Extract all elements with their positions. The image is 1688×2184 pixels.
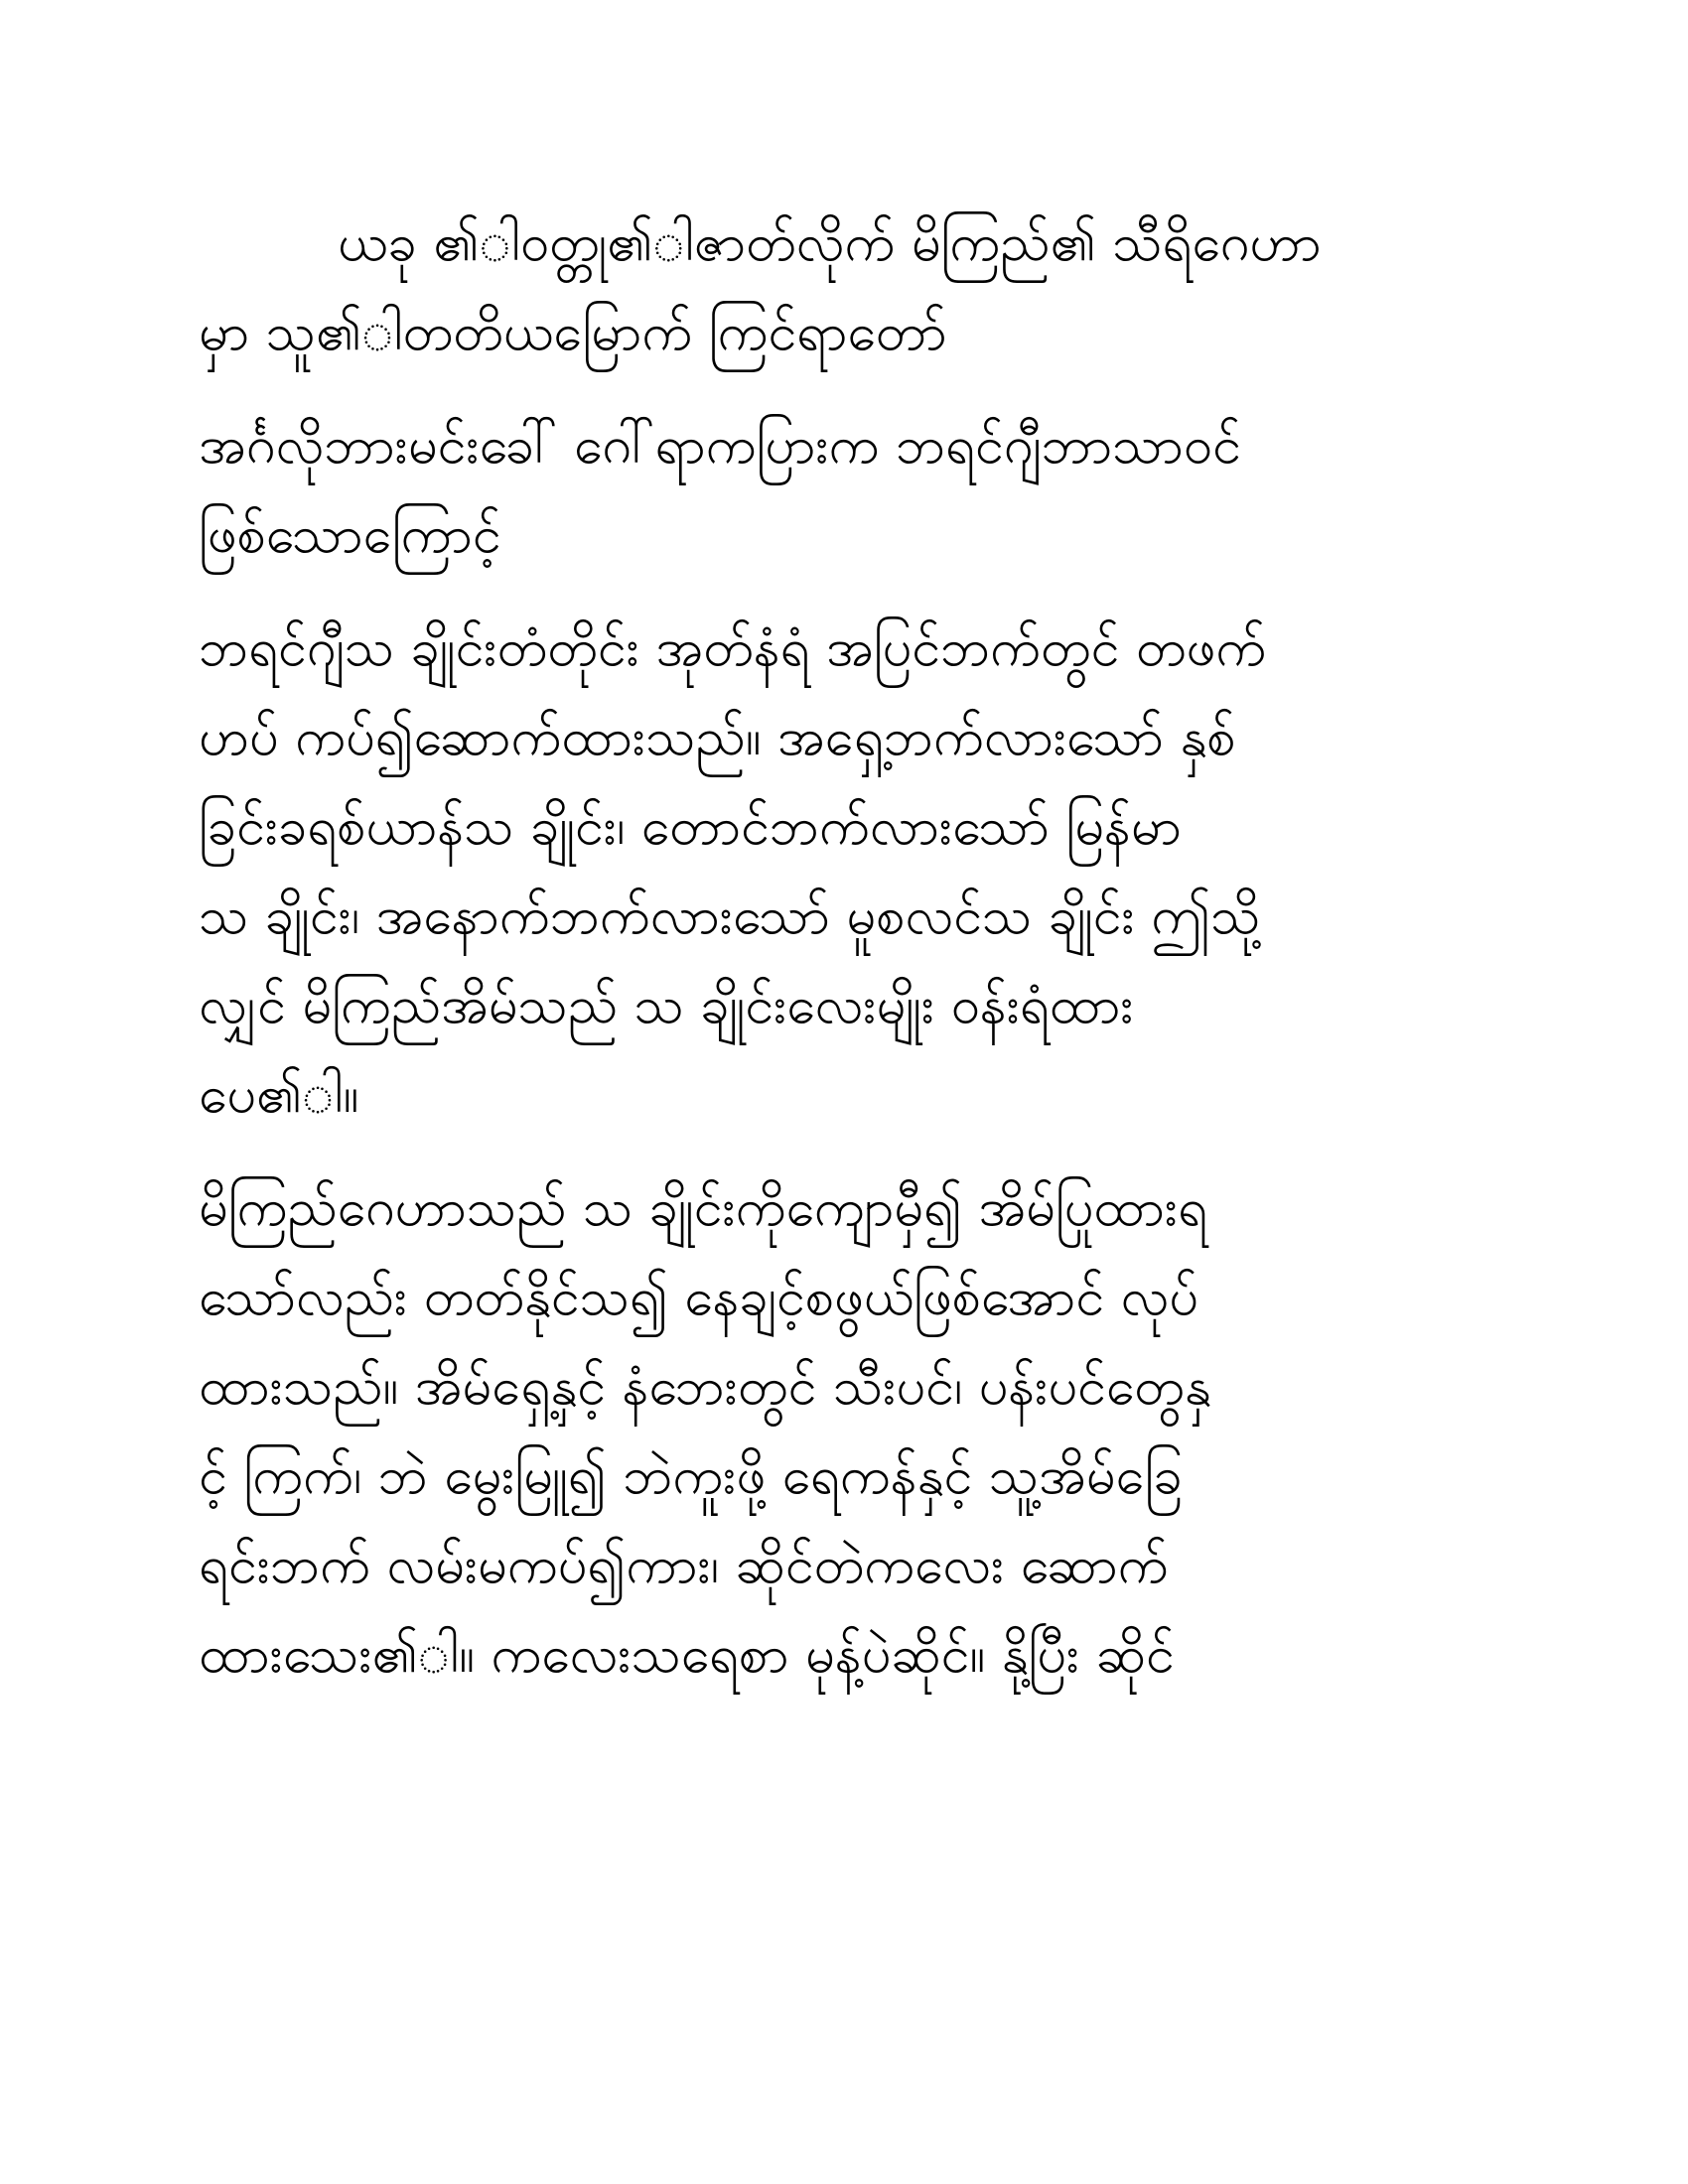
text-line: သော်လည်း တတ်နိုင်သ၍ နေချင့်စဖွယ်ဖြစ်အောင် လုပ် [199, 1268, 1198, 1327]
text-line: ဖြစ်သောကြောင့် [199, 505, 501, 565]
paragraph-1 [199, 199, 1509, 377]
body-text [199, 199, 1509, 1700]
text-line: လျှင် မိကြည်အိမ်သည် သ ချိုင်းလေးမျိုး ဝန်းရံထား [199, 976, 1134, 1035]
paragraph-2 [199, 401, 1509, 580]
text-line: အင်္ဂလိုဘားမင်းခေါ် ဂေါ်ရာကပြားက ဘရင်ဂျီဘာသာဝင် [199, 416, 1241, 476]
text-line: ရင်းဘက် လမ်းမကပ်၍ကား၊ ဆိုင်တဲကလေး ဆောက် [199, 1536, 1169, 1595]
paragraph-3 [199, 604, 1509, 1140]
text-line: ပေ၏ါ။ [199, 1065, 359, 1125]
text-line: င့် ကြက်၊ ဘဲ မွေးမြူ၍ ဘဲကူးဖို့ ရေကန်နှင့် သူ့အိမ်ခြေ [199, 1446, 1183, 1506]
text-line: မိကြည်ဂေဟာသည် သ ချိုင်းကိုကျောမှီ၍ အိမ်ပြုထားရ [199, 1178, 1207, 1238]
text-line: ခြင်းခရစ်ယာန်သ ချိုင်း၊ တောင်ဘက်လားသော် မြန်မာ [199, 797, 1182, 857]
text-line: သ ချိုင်း၊ အနောက်ဘက်လားသော် မူစလင်သ ချိုင်း ဤသို့ [199, 887, 1261, 946]
text-line: ဘရင်ဂျီသ ချိုင်းတံတိုင်း အုတ်နံရံ အပြင်ဘက်တွင် တဖက် [199, 618, 1267, 678]
text-line: ထားသေး၏ါ။ ကလေးသရေစာ မုန့်ပဲဆိုင်။ နို့ပြီး ဆိုင် [199, 1625, 1175, 1685]
text-line: မှာ သူ၏ါတတိယမြောက် ကြင်ရာတော် [199, 303, 947, 362]
text-line: ထားသည်။ အိမ်ရှေ့နှင့် နံဘေးတွင် သီးပင်၊ ပန်းပင်တွေနှ [199, 1357, 1211, 1417]
text-line: ယခု ၏ါဝတ္တု၏ါဇာတ်လိုက် မိကြည်၏ သီရိဂေဟာ [338, 213, 1322, 273]
paragraph-4 [199, 1163, 1509, 1700]
text-line: ဟပ် ကပ်၍ဆောက်ထားသည်။ အရှေ့ဘက်လားသော် နှစ် [199, 708, 1236, 767]
